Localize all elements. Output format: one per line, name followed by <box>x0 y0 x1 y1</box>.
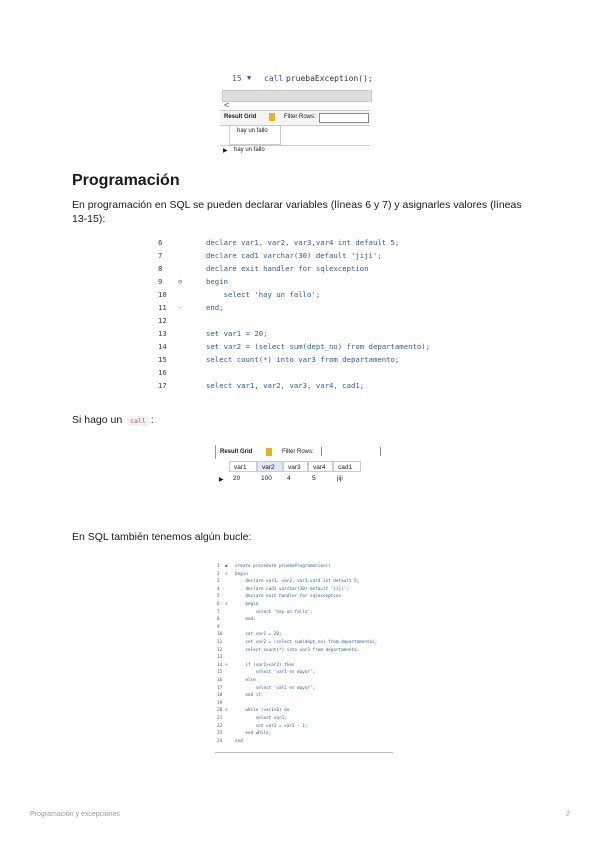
line-number: 3 <box>217 579 220 585</box>
code-text: select 'hay un fallo'; <box>235 609 313 615</box>
grid-cell[interactable]: jiji <box>337 475 343 482</box>
fold-marker-icon[interactable]: ⊖ <box>178 277 183 286</box>
code-line <box>215 693 393 699</box>
grid-cell[interactable]: 20 <box>233 475 241 482</box>
line-number: 8 <box>217 617 220 623</box>
code-text: select 'var2 es mayor'; <box>235 685 316 691</box>
code-text: set var2 = (select sum(dept_no) from departamento); <box>235 640 378 645</box>
grid-cell[interactable]: 100 <box>261 475 272 482</box>
column-header[interactable]: hay un fallo <box>229 125 281 145</box>
row-marker-icon: ▶ <box>223 148 228 154</box>
code-text: end if; <box>235 693 264 699</box>
line-number: 12 <box>158 316 167 325</box>
line-number: 10 <box>158 290 167 299</box>
code-text: select 'hay un fallo'; <box>206 290 321 299</box>
result-toolbar <box>220 110 370 126</box>
section-title: Programación <box>72 172 180 189</box>
page-number: 2 <box>566 811 570 818</box>
code-text: begin <box>206 277 228 286</box>
code-text: set var1 = 20; <box>206 329 268 338</box>
code-line <box>215 701 393 707</box>
line-number: 14 <box>158 342 167 351</box>
result-grid-tab[interactable]: Result Grid <box>224 114 257 120</box>
line-number: 1 <box>217 564 220 569</box>
code-line <box>150 251 450 262</box>
line-number: 21 <box>217 716 223 721</box>
code-line <box>215 587 393 593</box>
code-line <box>150 355 450 366</box>
line-number: 19 <box>217 700 223 706</box>
code-line <box>150 238 450 249</box>
code-line <box>215 572 393 578</box>
code-line <box>215 617 393 623</box>
call-paragraph <box>72 414 154 426</box>
code-text: end; <box>206 303 224 312</box>
code-line <box>215 655 393 661</box>
line-number: 23 <box>217 731 223 737</box>
line-number: 18 <box>217 693 223 699</box>
code-text: select count(*) into var3 from departamento; <box>235 647 360 653</box>
grid-icon[interactable] <box>269 113 275 121</box>
code-line <box>150 264 450 275</box>
code-text: select 'var1 es mayor'; <box>235 670 316 676</box>
line-number: 10 <box>217 632 223 638</box>
code-text: select count(*) into var3 from departamento; <box>206 355 400 364</box>
code-line <box>220 74 373 90</box>
column-header[interactable]: var2 <box>257 461 283 472</box>
code-text: end <box>235 738 243 744</box>
code-block-variables <box>150 238 450 398</box>
code-line <box>215 610 393 616</box>
grid-icon[interactable] <box>266 448 272 456</box>
filter-rows-input[interactable] <box>321 447 381 456</box>
inline-code-call: call <box>127 416 149 426</box>
column-header[interactable]: var4 <box>308 461 333 472</box>
code-line <box>215 602 393 608</box>
line-number: 15 <box>158 355 167 364</box>
line-number: 2 <box>217 571 220 577</box>
code-line <box>215 731 393 737</box>
code-line <box>215 564 393 570</box>
fold-marker-icon[interactable]: ▼ <box>247 74 252 82</box>
call-text-after: : <box>150 414 154 426</box>
line-number: 9 <box>158 277 163 286</box>
code-line <box>215 708 393 714</box>
line-number: 7 <box>217 609 220 615</box>
code-line <box>215 686 393 692</box>
code-text: pruebaException(); <box>286 74 373 83</box>
grid-cell[interactable]: 4 <box>287 475 291 482</box>
line-number: 6 <box>158 238 163 247</box>
fold-marker-icon[interactable]: ⊖ <box>225 571 228 577</box>
code-line <box>150 277 450 288</box>
fold-marker-icon[interactable]: ⊖ <box>225 708 228 714</box>
column-header[interactable]: var3 <box>283 461 308 472</box>
grid-cell[interactable]: 5 <box>312 475 316 482</box>
code-line <box>215 579 393 585</box>
result-grid-screenshot <box>215 445 391 491</box>
code-text: begin <box>235 571 248 577</box>
code-line <box>215 625 393 631</box>
top-result-screenshot <box>220 70 373 158</box>
line-number: 9 <box>217 624 220 630</box>
code-line <box>150 381 450 392</box>
column-header[interactable]: var1 <box>229 461 257 472</box>
code-text: declare var1, var2, var3,var4 int default 5; <box>206 238 400 247</box>
filter-rows-label: Filter Rows: <box>282 449 314 455</box>
code-text: if (var1>var2) then <box>235 662 295 668</box>
code-line <box>215 716 393 722</box>
line-number: 15 <box>232 74 242 83</box>
code-text: end; <box>235 617 256 623</box>
loop-paragraph: En SQL también tenemos algún bucle: <box>72 531 252 543</box>
code-text: create procedure pruebaProgramacion() <box>235 564 331 569</box>
line-number: 24 <box>217 738 223 744</box>
code-block-procedure <box>215 560 393 753</box>
code-text: declare cad1 varchar(30) default 'jiji'; <box>235 586 349 592</box>
column-header[interactable]: cad1 <box>333 461 361 472</box>
code-line <box>150 303 450 314</box>
code-line <box>150 342 450 353</box>
code-line <box>215 678 393 684</box>
code-line <box>215 648 393 654</box>
code-text: else <box>235 678 256 683</box>
result-toolbar <box>215 445 392 459</box>
intro-paragraph: En programación en SQL se pueden declarar variables (líneas 6 y 7) y asignarles valores (líneas 13-15): <box>72 199 522 225</box>
line-number: 11 <box>158 303 167 312</box>
code-text: declare cad1 varchar(30) default 'jiji'; <box>206 251 382 260</box>
code-line <box>215 663 393 669</box>
code-text: declare exit handler for sqlexception <box>206 264 369 273</box>
code-line <box>215 640 393 646</box>
line-number: 11 <box>217 640 223 645</box>
line-number: 12 <box>217 647 223 653</box>
scroll-left-icon[interactable]: < <box>224 100 230 110</box>
line-number: 7 <box>158 251 163 260</box>
line-number: 20 <box>217 708 223 714</box>
fold-marker-icon[interactable]: ⊖ <box>225 662 228 668</box>
fold-marker-icon[interactable]: ● <box>225 564 228 569</box>
table-row[interactable] <box>220 145 370 156</box>
code-text: set var1 = 20; <box>235 632 282 638</box>
code-line <box>215 594 393 600</box>
code-line <box>215 632 393 638</box>
line-number: 5 <box>217 594 220 600</box>
fold-marker-icon[interactable]: - <box>178 303 183 312</box>
code-text: end while; <box>235 731 272 737</box>
code-text: select var1, var2, var3, var4, cad1; <box>206 381 365 390</box>
line-number: 13 <box>158 329 167 338</box>
line-number: 17 <box>158 381 167 390</box>
code-line <box>215 739 393 745</box>
line-number: 22 <box>217 723 223 729</box>
result-grid-tab[interactable]: Result Grid <box>220 449 253 455</box>
code-line <box>150 290 450 301</box>
code-text: begin <box>235 602 259 607</box>
line-number: 15 <box>217 670 223 676</box>
code-text: set var2 = (select sum(dept_no) from departamento); <box>206 342 431 351</box>
row-marker-icon: ▶ <box>219 477 224 483</box>
code-text: declare var1, var2, var3,var4 int default 5; <box>235 579 360 585</box>
code-text: declare exit handler for sqlexception <box>235 594 342 600</box>
filter-rows-input[interactable] <box>319 113 369 123</box>
line-number: 16 <box>217 678 223 683</box>
line-number: 4 <box>217 586 220 592</box>
code-line <box>215 724 393 730</box>
line-number: 17 <box>217 685 223 691</box>
row-value: hay un fallo <box>234 147 265 153</box>
code-line <box>150 368 450 379</box>
horizontal-scrollbar[interactable] <box>222 90 372 102</box>
fold-marker-icon[interactable]: ⊖ <box>225 602 228 607</box>
footer-title: Programación y excepciones <box>30 811 120 818</box>
code-text: set var1 = var1 - 1; <box>235 723 308 729</box>
code-line <box>150 329 450 340</box>
code-keyword: call <box>264 74 284 83</box>
line-number: 16 <box>158 368 167 377</box>
line-number: 13 <box>217 655 223 661</box>
line-number: 8 <box>158 264 163 273</box>
code-text: while (var1>0) do <box>235 708 290 714</box>
code-line <box>150 316 450 327</box>
code-line <box>215 670 393 676</box>
code-text: select var1; <box>235 716 287 721</box>
filter-rows-label: Filter Rows: <box>284 114 316 120</box>
line-number: 6 <box>217 602 220 607</box>
line-number: 14 <box>217 662 223 668</box>
call-text-before: Si hago un <box>72 414 123 426</box>
